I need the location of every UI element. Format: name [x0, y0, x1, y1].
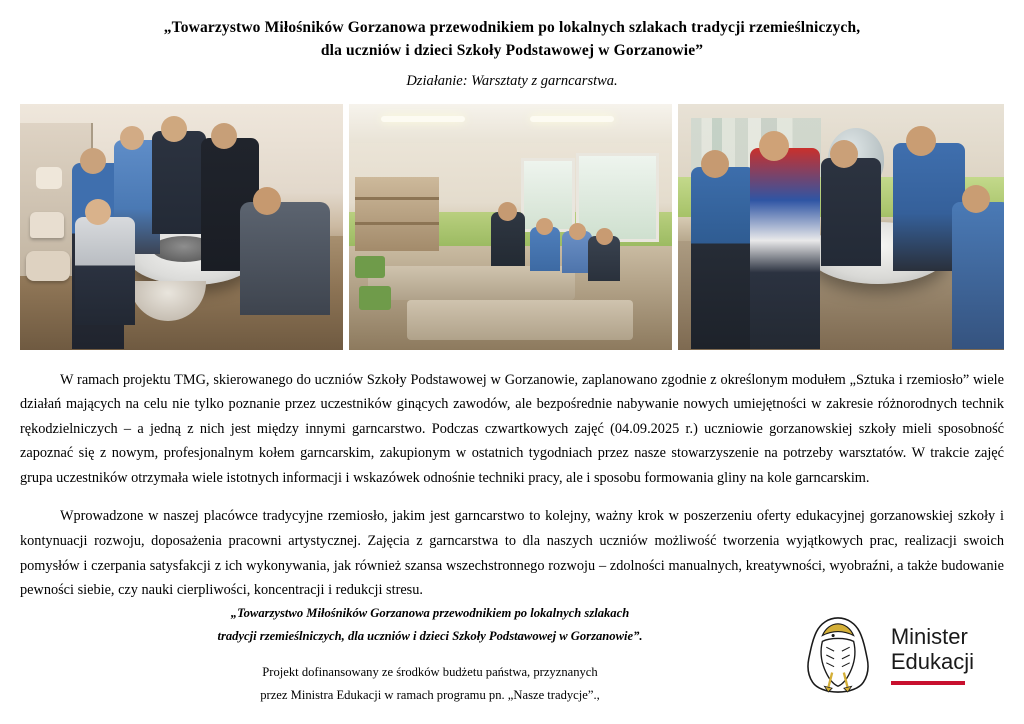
photo-1-child-5 [75, 217, 135, 325]
photo-children-shaping-clay [678, 104, 1004, 350]
photo-2-shelf-line-2 [355, 222, 439, 225]
ministry-logo-underline [891, 681, 965, 685]
photo-1-pot-large [26, 251, 70, 281]
photo-2-person-3-head [569, 223, 586, 240]
ministry-logo-line-1: Minister [890, 624, 968, 650]
ministry-logo [799, 612, 974, 698]
photo-1-pot-medium [30, 212, 64, 238]
photo-pottery-wheel-lesson [20, 104, 343, 350]
photo-3-child-1-head [701, 150, 729, 178]
photo-2-lamp-right [530, 116, 614, 122]
photo-1-pot-small [36, 167, 62, 189]
ministry-logo-text [891, 625, 974, 684]
photo-1-instructor-head [253, 187, 281, 215]
footer-funding-line-2: przez Ministra Edukacji w ramach programu pn. „Nasze tradycje”., [260, 687, 600, 702]
footer-block [0, 594, 1024, 724]
photo-gallery [20, 104, 1004, 350]
photo-1-child-3-head [161, 116, 187, 142]
photo-2-shelf-line-1 [355, 197, 439, 200]
photo-2-table-back [368, 266, 575, 300]
footer-project-title-line-2: tradycji rzemieślniczych, dla uczniów i dzieci Szkoły Podstawowej w Gorzanowie”. [217, 629, 643, 644]
photo-3-child-2-head [759, 131, 789, 161]
photo-3-child-4-head [906, 126, 936, 156]
photo-2-chair-1 [355, 256, 384, 278]
photo-3-child-5-head [962, 185, 990, 213]
photo-3-child-2 [750, 148, 820, 350]
photo-1-child-3 [152, 131, 206, 234]
photo-3-child-1 [691, 167, 755, 349]
footer-text-block [170, 602, 690, 707]
body-paragraph-2: Wprowadzone w naszej placówce tradycyjne rzemiosło, jakim jest garncarstwo to kolejny, ważny krok w poszerzeniu oferty edukacyjnej gorzanowskiej szkoły i kontynuacji rozwoju, doposażenia pracowni artystycznej. Zajęcia z garncarstwa to dla naszych uczniów możliwość tworzenia wyjątkowych prac, realizacji swoich pomysłów i czerpania satysfakcji z ich wykonywania, jak również szansa wszechstronnego rozwoju – zdolności manualnych, kreatywności, wyobraźni, a także budowanie pewności siebie, czy nauki cierpliwości, koncentracji i redukcji stresu. [20, 508, 1004, 599]
photo-3-child-3-head [830, 140, 858, 168]
photo-2-ceiling [349, 104, 672, 143]
page-subtitle: Działanie: Warsztaty z garncarstwa. [406, 72, 618, 89]
footer-project-title-line-1: „Towarzystwo Miłośników Gorzanowa przewodnikiem po lokalnych szlakach [230, 606, 630, 620]
article-body [20, 368, 1004, 603]
photo-2-person-4-head [596, 228, 613, 245]
page-title-line-2: dla uczniów i dzieci Szkoły Podstawowej w Gorzanowie” [320, 42, 704, 60]
photo-1-child-4-head [211, 123, 237, 149]
photo-3-child-5 [952, 202, 1004, 350]
photo-1-instructor [240, 202, 330, 315]
photo-2-shelf-unit [355, 177, 439, 251]
photo-2-lamp-left [381, 116, 465, 122]
photo-2-window-right [576, 153, 660, 243]
photo-1-child-5-head [85, 199, 111, 225]
photo-1-child-2-head [120, 126, 144, 150]
body-paragraph-1: W ramach projektu TMG, skierowanego do uczniów Szkoły Podstawowej w Gorzanowie, zaplanowano zgodnie z określonym modułem „Sztuka i rzemiosło” wiele działań mających na celu nie tylko poznanie przez uczestników ginących zawodów, ale bezpośrednie nabywanie nowych umiejętności w zakresie różnorodnych technik rękodzielniczych – a jedną z nich jest między innymi garncarstwo. Podczas czwartkowych zajęć (04.09.2025 r.) uczniowie gorzanowskiej szkoły mieli sposobność zapoznać się z nowym, profesjonalnym kołem garncarskim, zakupionym w ostatnich tygodniach przez nasze stowarzyszenie na potrzeby warsztatów. W trakcie zajęć grupa uczestników otrzymała wiele istotnych informacji i wskazówek odnośnie techniki pracy, ale i sposobu formowania gliny na kole garncarskim. [20, 371, 1004, 486]
photo-2-person-1-head [498, 202, 517, 221]
photo-2-chair-2 [359, 286, 391, 311]
footer-spacer [170, 649, 690, 661]
ministry-logo-line-2: Edukacji [890, 649, 974, 674]
footer-funding-line-1: Projekt dofinansowany ze środków budżetu państwa, przyznanych [262, 664, 598, 679]
header-block [0, 0, 1024, 90]
photo-classroom-workshop [349, 104, 672, 350]
polish-eagle-emblem-icon [799, 612, 877, 698]
photo-2-table-front [407, 300, 633, 339]
photo-3-child-3 [821, 158, 881, 266]
page-title-line-1: „Towarzystwo Miłośników Gorzanowa przewodnikiem po lokalnych szlakach tradycji rzemieślniczych, [163, 19, 861, 36]
photo-1-child-1-head [80, 148, 106, 174]
